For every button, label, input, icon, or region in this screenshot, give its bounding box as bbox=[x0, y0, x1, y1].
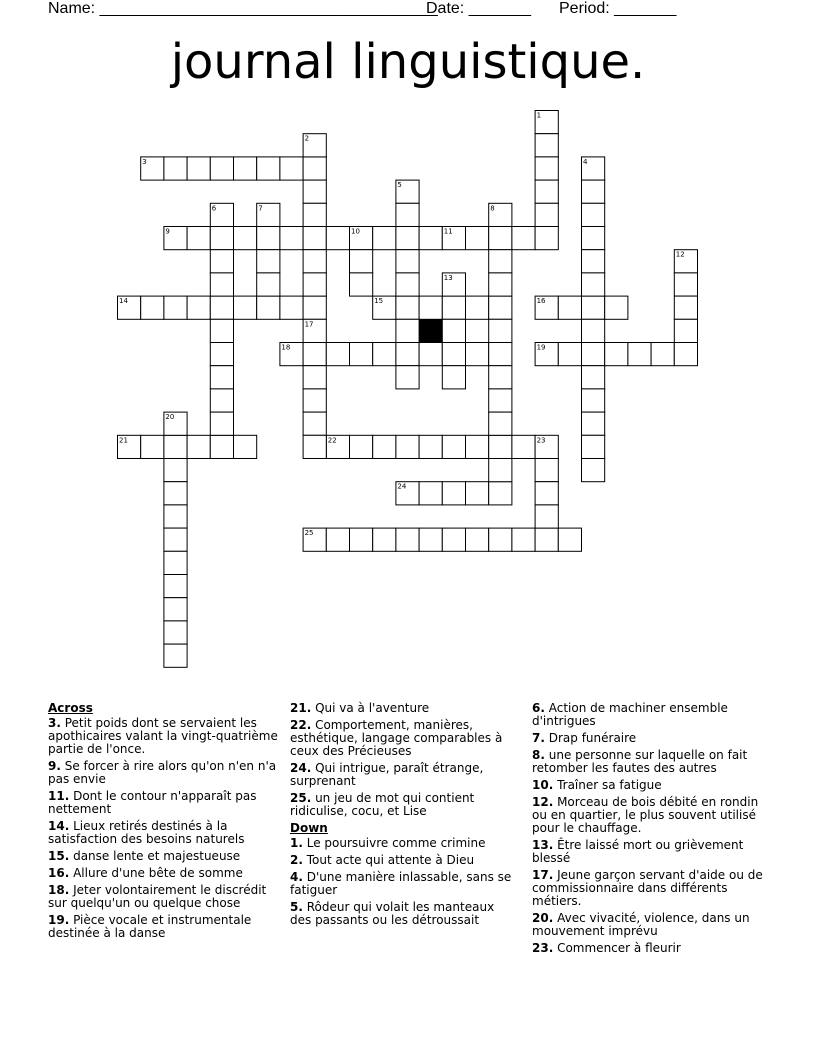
clue-number: 1 bbox=[536, 111, 542, 120]
clue-number: 21 bbox=[119, 436, 128, 445]
grid-cell[interactable] bbox=[582, 273, 605, 296]
across-clue bbox=[48, 914, 283, 940]
black-cell bbox=[419, 319, 442, 342]
grid-cell[interactable] bbox=[303, 157, 326, 180]
grid-cell[interactable] bbox=[257, 157, 280, 180]
clue-text: Le poursuivre comme crimine bbox=[302, 836, 486, 850]
grid-cell[interactable] bbox=[280, 296, 303, 319]
clue-number-label: 1. bbox=[290, 836, 303, 850]
grid-cell[interactable] bbox=[442, 296, 465, 319]
clue-number: 24 bbox=[397, 482, 407, 491]
grid-cell[interactable] bbox=[396, 296, 419, 319]
clue-column-2 bbox=[290, 702, 515, 931]
clue-number: 22 bbox=[327, 436, 337, 445]
grid-cell[interactable] bbox=[396, 435, 419, 458]
down-clue bbox=[290, 837, 515, 850]
clue-number: 6 bbox=[211, 204, 217, 213]
grid-cell[interactable] bbox=[419, 482, 442, 505]
grid-cell[interactable] bbox=[164, 528, 187, 551]
clue-number: 7 bbox=[258, 204, 263, 213]
grid-cell[interactable] bbox=[442, 528, 465, 551]
clue-text: Jeune garçon servant d'aide ou de commissionnaire dans différents métiers. bbox=[532, 868, 763, 908]
grid-cell[interactable] bbox=[489, 366, 512, 389]
grid-cell[interactable] bbox=[582, 250, 605, 273]
grid-cell[interactable] bbox=[210, 412, 233, 435]
clue-number-label: 22. bbox=[290, 718, 312, 732]
grid-cell[interactable] bbox=[535, 157, 558, 180]
grid-cell[interactable] bbox=[234, 157, 257, 180]
clue-number-label: 15. bbox=[48, 849, 70, 863]
clue-text: Allure d'une bête de somme bbox=[69, 866, 243, 880]
clue-number: 23 bbox=[536, 436, 546, 445]
clue-number-label: 2. bbox=[290, 853, 303, 867]
grid-cell[interactable] bbox=[164, 157, 187, 180]
grid-cell[interactable] bbox=[489, 435, 512, 458]
clue-number-label: 25. bbox=[290, 791, 312, 805]
grid-cell[interactable] bbox=[187, 296, 210, 319]
clue-number: 3 bbox=[142, 157, 147, 166]
down-clue bbox=[532, 869, 767, 908]
across-clue bbox=[48, 867, 283, 880]
across-clue bbox=[290, 762, 515, 788]
clue-text: danse lente et majestueuse bbox=[69, 849, 241, 863]
grid-cell[interactable] bbox=[326, 528, 349, 551]
clue-text: D'une manière inlassable, sans se fatiguer bbox=[290, 870, 512, 897]
clue-number: 25 bbox=[304, 529, 314, 538]
grid-cell[interactable] bbox=[210, 157, 233, 180]
grid-cell[interactable] bbox=[257, 250, 280, 273]
grid-cell[interactable] bbox=[489, 319, 512, 342]
grid-cell[interactable] bbox=[396, 250, 419, 273]
grid-cell[interactable] bbox=[164, 551, 187, 574]
down-clue bbox=[290, 854, 515, 867]
clue-number-label: 12. bbox=[532, 795, 554, 809]
grid-cell[interactable] bbox=[350, 435, 373, 458]
grid-cell[interactable] bbox=[489, 273, 512, 296]
clue-number: 17 bbox=[304, 320, 314, 329]
grid-cell[interactable] bbox=[442, 435, 465, 458]
grid-cell[interactable] bbox=[396, 343, 419, 366]
clue-number: 14 bbox=[119, 297, 128, 306]
grid-cell[interactable] bbox=[535, 203, 558, 226]
down-clue bbox=[290, 901, 515, 927]
grid-cell[interactable] bbox=[210, 343, 233, 366]
clue-number: 18 bbox=[281, 343, 291, 352]
grid-cell[interactable] bbox=[489, 389, 512, 412]
grid-cell[interactable] bbox=[489, 343, 512, 366]
clue-number-label: 20. bbox=[532, 911, 554, 925]
grid-cell[interactable] bbox=[164, 598, 187, 621]
grid-cell[interactable] bbox=[210, 227, 233, 250]
clue-text: Se forcer à rire alors qu'on n'en n'a pas envie bbox=[48, 759, 277, 786]
across-clue bbox=[290, 792, 515, 818]
grid-cell[interactable] bbox=[535, 528, 558, 551]
grid-cell[interactable] bbox=[489, 412, 512, 435]
grid-cell[interactable] bbox=[419, 528, 442, 551]
grid-cell[interactable] bbox=[164, 644, 187, 667]
clue-number-label: 10. bbox=[532, 778, 554, 792]
down-clue bbox=[532, 779, 767, 792]
across-clue bbox=[48, 820, 283, 846]
grid-cell[interactable] bbox=[303, 366, 326, 389]
grid-cell[interactable] bbox=[280, 227, 303, 250]
clue-number: 15 bbox=[374, 297, 384, 306]
grid-cell[interactable] bbox=[535, 482, 558, 505]
clue-text: Drap funéraire bbox=[544, 731, 637, 745]
down-clue bbox=[532, 732, 767, 745]
clue-number: 9 bbox=[165, 227, 170, 236]
grid-cell[interactable] bbox=[466, 435, 489, 458]
grid-cell[interactable] bbox=[210, 296, 233, 319]
grid-cell[interactable] bbox=[489, 459, 512, 482]
grid-cell[interactable] bbox=[303, 273, 326, 296]
clue-number-label: 11. bbox=[48, 789, 70, 803]
clue-number-label: 9. bbox=[48, 759, 61, 773]
grid-cell[interactable] bbox=[489, 250, 512, 273]
grid-cell[interactable] bbox=[234, 296, 257, 319]
grid-cell[interactable] bbox=[303, 412, 326, 435]
clue-text: Commencer à fleurir bbox=[553, 941, 681, 955]
clue-number-label: 6. bbox=[532, 701, 545, 715]
down-clue bbox=[532, 796, 767, 835]
clue-text: Rôdeur qui volait les manteaux des passants ou les détroussait bbox=[290, 900, 495, 927]
grid-cell[interactable] bbox=[396, 319, 419, 342]
clue-text: Qui intrigue, paraît étrange, surprenant bbox=[290, 761, 484, 788]
grid-cell[interactable] bbox=[164, 505, 187, 528]
grid-cell[interactable] bbox=[396, 273, 419, 296]
grid-cell[interactable] bbox=[674, 296, 697, 319]
across-heading: Across bbox=[48, 701, 93, 715]
clue-text: Petit poids dont se servaient les apothicaires valant la vingt-quatrième partie de l'once. bbox=[48, 716, 278, 756]
clue-number: 8 bbox=[490, 204, 495, 213]
grid-cell[interactable] bbox=[373, 343, 396, 366]
down-clue bbox=[532, 702, 767, 728]
down-clue bbox=[532, 749, 767, 775]
clue-number-label: 7. bbox=[532, 731, 545, 745]
grid-cell[interactable] bbox=[605, 296, 628, 319]
grid-cell[interactable] bbox=[674, 343, 697, 366]
grid-cell[interactable] bbox=[535, 134, 558, 157]
grid-cell[interactable] bbox=[303, 296, 326, 319]
grid-cell[interactable] bbox=[605, 343, 628, 366]
grid-cell[interactable] bbox=[582, 203, 605, 226]
grid-cell[interactable] bbox=[280, 157, 303, 180]
grid-cell[interactable] bbox=[257, 273, 280, 296]
clue-number: 16 bbox=[536, 297, 546, 306]
grid-cell[interactable] bbox=[164, 482, 187, 505]
grid-cell[interactable] bbox=[489, 482, 512, 505]
grid-cell[interactable] bbox=[303, 435, 326, 458]
across-clue bbox=[48, 790, 283, 816]
down-clue bbox=[532, 912, 767, 938]
clue-number-label: 5. bbox=[290, 900, 303, 914]
grid-cell[interactable] bbox=[466, 482, 489, 505]
clue-number: 12 bbox=[675, 250, 685, 259]
clue-number: 19 bbox=[536, 343, 546, 352]
grid-cell[interactable] bbox=[396, 528, 419, 551]
clue-text: Être laissé mort ou grièvement blessé bbox=[532, 838, 744, 865]
clue-text: Jeter volontairement le discrédit sur quelqu'un ou quelque chose bbox=[48, 883, 267, 910]
clue-text: Lieux retirés destinés à la satisfaction des besoins naturels bbox=[48, 819, 245, 846]
across-clue bbox=[48, 717, 283, 756]
grid-cell[interactable] bbox=[373, 528, 396, 551]
grid-cell[interactable] bbox=[210, 435, 233, 458]
grid-cell[interactable] bbox=[512, 227, 535, 250]
grid-cell[interactable] bbox=[582, 459, 605, 482]
grid-cell[interactable] bbox=[303, 227, 326, 250]
grid-cell[interactable] bbox=[234, 227, 257, 250]
down-clue bbox=[532, 942, 767, 955]
grid-cell[interactable] bbox=[187, 435, 210, 458]
clue-text: Morceau de bois débité en rondin ou en quartier, le plus souvent utilisé pour le chauffage. bbox=[532, 795, 759, 835]
grid-cell[interactable] bbox=[326, 343, 349, 366]
grid-cell[interactable] bbox=[582, 412, 605, 435]
grid-cell[interactable] bbox=[442, 366, 465, 389]
grid-cell[interactable] bbox=[442, 319, 465, 342]
clue-number-label: 14. bbox=[48, 819, 70, 833]
clue-number: 4 bbox=[583, 157, 588, 166]
clue-text: Avec vivacité, violence, dans un mouvement imprévu bbox=[532, 911, 750, 938]
clue-number-label: 3. bbox=[48, 716, 61, 730]
grid-cell[interactable] bbox=[674, 273, 697, 296]
grid-cell[interactable] bbox=[582, 319, 605, 342]
down-clue bbox=[532, 839, 767, 865]
grid-cell[interactable] bbox=[674, 319, 697, 342]
grid-cell[interactable] bbox=[303, 180, 326, 203]
grid-cell[interactable] bbox=[558, 528, 581, 551]
grid-cell[interactable] bbox=[303, 203, 326, 226]
grid-cell[interactable] bbox=[350, 528, 373, 551]
grid-cell[interactable] bbox=[512, 435, 535, 458]
grid-cell[interactable] bbox=[582, 435, 605, 458]
grid-cell[interactable] bbox=[396, 366, 419, 389]
grid-cell[interactable] bbox=[210, 250, 233, 273]
grid-cell[interactable] bbox=[164, 621, 187, 644]
grid-cell[interactable] bbox=[535, 505, 558, 528]
clue-number: 11 bbox=[443, 227, 453, 236]
clue-number: 10 bbox=[351, 227, 360, 236]
grid-cell[interactable] bbox=[558, 343, 581, 366]
clue-number-label: 23. bbox=[532, 941, 554, 955]
grid-cell[interactable] bbox=[350, 250, 373, 273]
grid-cell[interactable] bbox=[535, 227, 558, 250]
clue-number-label: 17. bbox=[532, 868, 554, 882]
clue-number-label: 21. bbox=[290, 701, 312, 715]
clue-number-label: 18. bbox=[48, 883, 70, 897]
clue-text: Action de machiner ensemble d'intrigues bbox=[532, 701, 728, 728]
grid-cell[interactable] bbox=[582, 366, 605, 389]
grid-cell[interactable] bbox=[558, 296, 581, 319]
grid-cell[interactable] bbox=[303, 389, 326, 412]
grid-cell[interactable] bbox=[419, 227, 442, 250]
clue-text: Pièce vocale et instrumentale destinée à la danse bbox=[48, 913, 252, 940]
grid-cell[interactable] bbox=[164, 296, 187, 319]
grid-cell[interactable] bbox=[257, 296, 280, 319]
grid-cell[interactable] bbox=[489, 296, 512, 319]
clue-text: Dont le contour n'apparaît pas nettement bbox=[48, 789, 257, 816]
grid-cell[interactable] bbox=[582, 227, 605, 250]
date-field[interactable]: Date: _______ bbox=[426, 0, 531, 17]
clue-text: Comportement, manières, esthétique, langage comparables à ceux des Précieuses bbox=[290, 718, 503, 758]
grid-cell[interactable] bbox=[350, 343, 373, 366]
grid-cell[interactable] bbox=[466, 296, 489, 319]
clue-text: Qui va à l'aventure bbox=[311, 701, 430, 715]
grid-cell[interactable] bbox=[419, 435, 442, 458]
period-field[interactable]: Period: _______ bbox=[559, 0, 677, 17]
grid-cell[interactable] bbox=[466, 343, 489, 366]
clue-text: un jeu de mot qui contient ridiculise, cocu, et Lise bbox=[290, 791, 475, 818]
grid-cell[interactable] bbox=[210, 366, 233, 389]
grid-cell[interactable] bbox=[350, 273, 373, 296]
across-clue bbox=[48, 884, 283, 910]
grid-cell[interactable] bbox=[512, 528, 535, 551]
grid-cell[interactable] bbox=[535, 180, 558, 203]
grid-cell[interactable] bbox=[489, 528, 512, 551]
grid-cell[interactable] bbox=[326, 227, 349, 250]
clue-column-3 bbox=[532, 702, 767, 959]
grid-cell[interactable] bbox=[582, 343, 605, 366]
grid-cell[interactable] bbox=[164, 435, 187, 458]
across-clue bbox=[290, 702, 515, 715]
across-clue bbox=[48, 760, 283, 786]
grid-cell[interactable] bbox=[582, 389, 605, 412]
name-field[interactable]: Name: ______________________________________ bbox=[48, 0, 438, 17]
grid-cell[interactable] bbox=[164, 459, 187, 482]
clue-text: une personne sur laquelle on fait retomber les fautes des autres bbox=[532, 748, 748, 775]
down-clue bbox=[290, 871, 515, 897]
grid-cell[interactable] bbox=[466, 528, 489, 551]
grid-cell[interactable] bbox=[489, 227, 512, 250]
down-heading: Down bbox=[290, 821, 328, 835]
grid-cell[interactable] bbox=[442, 343, 465, 366]
grid-cell[interactable] bbox=[141, 435, 164, 458]
grid-cell[interactable] bbox=[187, 157, 210, 180]
across-clue bbox=[48, 850, 283, 863]
clue-number-label: 16. bbox=[48, 866, 70, 880]
grid-cell[interactable] bbox=[141, 296, 164, 319]
grid-cell[interactable] bbox=[396, 203, 419, 226]
clue-text: Traîner sa fatigue bbox=[553, 778, 662, 792]
clue-number-label: 4. bbox=[290, 870, 303, 884]
clue-number: 20 bbox=[165, 413, 175, 422]
across-clue bbox=[290, 719, 515, 758]
grid-cell[interactable] bbox=[582, 180, 605, 203]
clue-number-label: 19. bbox=[48, 913, 70, 927]
grid-cell[interactable] bbox=[442, 482, 465, 505]
grid-cell[interactable] bbox=[419, 296, 442, 319]
grid-cell[interactable] bbox=[210, 319, 233, 342]
clue-column-1 bbox=[48, 702, 283, 944]
clue-number: 13 bbox=[443, 273, 453, 282]
grid-cell[interactable] bbox=[210, 273, 233, 296]
grid-cell[interactable] bbox=[303, 343, 326, 366]
grid-cell[interactable] bbox=[257, 227, 280, 250]
grid-cell[interactable] bbox=[373, 435, 396, 458]
grid-cell[interactable] bbox=[164, 575, 187, 598]
clue-number: 5 bbox=[397, 181, 402, 190]
grid-cell[interactable] bbox=[210, 389, 233, 412]
grid-cell[interactable] bbox=[187, 227, 210, 250]
grid-cell[interactable] bbox=[535, 459, 558, 482]
grid-cell[interactable] bbox=[628, 343, 651, 366]
page-title: journal linguistique. bbox=[170, 34, 646, 90]
grid-cell[interactable] bbox=[373, 227, 396, 250]
grid-cell[interactable] bbox=[419, 343, 442, 366]
grid-cell[interactable] bbox=[582, 296, 605, 319]
grid-cell[interactable] bbox=[651, 343, 674, 366]
grid-cell[interactable] bbox=[234, 435, 257, 458]
clue-number-label: 24. bbox=[290, 761, 312, 775]
grid-cell[interactable] bbox=[466, 227, 489, 250]
clue-number-label: 13. bbox=[532, 838, 554, 852]
clue-number-label: 8. bbox=[532, 748, 545, 762]
clue-text: Tout acte qui attente à Dieu bbox=[302, 853, 475, 867]
clue-number: 2 bbox=[304, 134, 310, 143]
grid-cell[interactable] bbox=[396, 227, 419, 250]
grid-cell[interactable] bbox=[303, 250, 326, 273]
